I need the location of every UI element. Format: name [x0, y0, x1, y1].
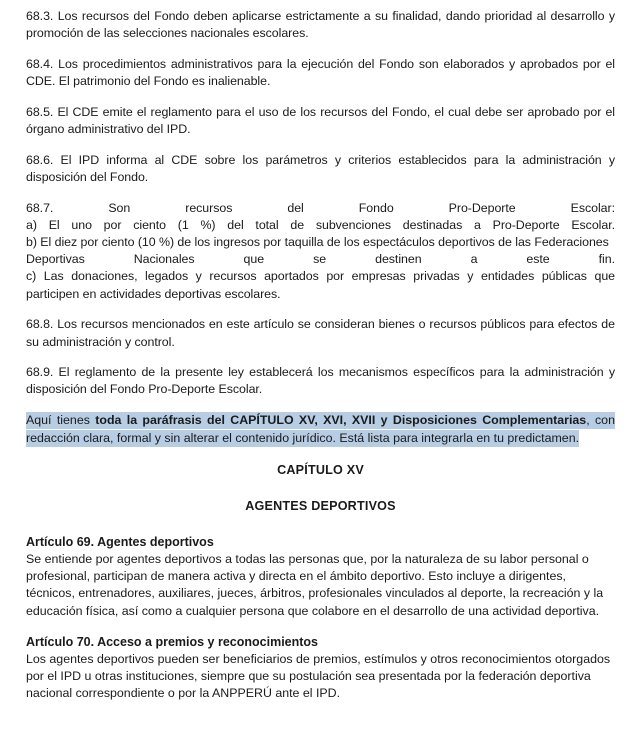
- chapter-title: CAPÍTULO XV: [277, 462, 364, 477]
- paragraph-68-7: [26, 200, 615, 303]
- paragraph-68-7-line-5: c) Las donaciones, legados y recursos aportados por empresas privadas y entidades públicas que participen en actividades deportivas escolares.: [26, 269, 615, 301]
- article-69-body: Se entiende por agentes deportivos a todas las personas que, por la naturaleza de su labor personal o profesional, participan de manera activa y directa en el ámbito deportivo. Esto incluye a dirigentes, técnicos, entrenadores, auxiliares, jueces, árbitros, profesionales vinculados al deporte, la recreación y la educación física, así como a cualquier persona que colabore en el desarrollo de una actividad deportiva.: [26, 551, 604, 618]
- paragraph-68-6: 68.6. El IPD informa al CDE sobre los parámetros y criterios establecidos para la administración y disposición del Fondo.: [26, 152, 615, 184]
- highlighted-note: [26, 412, 615, 447]
- article-70-body: Los agentes deportivos pueden ser beneficiarios de premios, estímulos y otros reconocimientos otorgados por el IPD u otras instituciones, siempre que su postulación sea presentada por la federación deportiva nacional correspondiente o por la ANPPERÚ ante el IPD.: [26, 651, 611, 701]
- paragraph-68-9: 68.9. El reglamento de la presente ley establecerá los mecanismos específicos para la administración y disposición del Fondo Pro-Deporte Escolar.: [26, 365, 615, 397]
- highlighted-note-bold: toda la paráfrasis del CAPÍTULO XV, XVI, XVII y Disposiciones Complementarias: [95, 413, 587, 428]
- paragraph-68-7-line-3: b) El diez por ciento (10 %) de los ingresos por taquilla de los espectáculos deportivos de las Federaciones: [26, 235, 609, 250]
- paragraph-68-7-line-4: Deportivas Nacionales que se destinen a este fin.: [26, 252, 615, 267]
- article-69-heading: Artículo 69. Agentes deportivos: [26, 534, 214, 549]
- highlighted-note-text: [26, 412, 615, 446]
- paragraph-68-5: 68.5. El CDE emite el reglamento para el uso de los recursos del Fondo, el cual debe ser aprobado por el órgano administrativo del IPD.: [26, 104, 615, 137]
- paragraph-68-7-line-1: 68.7. Son recursos del Fondo Pro-Deporte Escolar:: [26, 200, 615, 215]
- highlighted-note-tail: , con redacción clara, formal y sin alterar el contenido jurídico. Está lista para integrarla en tu predictamen.: [26, 413, 615, 445]
- article-70-heading: Artículo 70. Acceso a premios y reconocimientos: [26, 634, 318, 649]
- paragraph-68-8: 68.8. Los recursos mencionados en este artículo se consideran bienes o recursos públicos para efectos de su administración y control.: [26, 317, 615, 349]
- highlighted-note-lead: Aquí tienes: [26, 413, 96, 428]
- chapter-subtitle: AGENTES DEPORTIVOS: [245, 498, 396, 513]
- paragraph-68-3: 68.3. Los recursos del Fondo deben aplicarse estrictamente a su finalidad, dando prioridad al desarrollo y promoción de las selecciones nacionales escolares.: [26, 9, 615, 41]
- paragraph-68-7-line-2: a) El uno por ciento (1 %) del total de subvenciones destinadas a Pro-Deporte Escolar.: [26, 217, 615, 232]
- paragraph-68-4: 68.4. Los procedimientos administrativos para la ejecución del Fondo son elaborados y aprobados por el CDE. El patrimonio del Fondo es inalienable.: [26, 56, 615, 89]
